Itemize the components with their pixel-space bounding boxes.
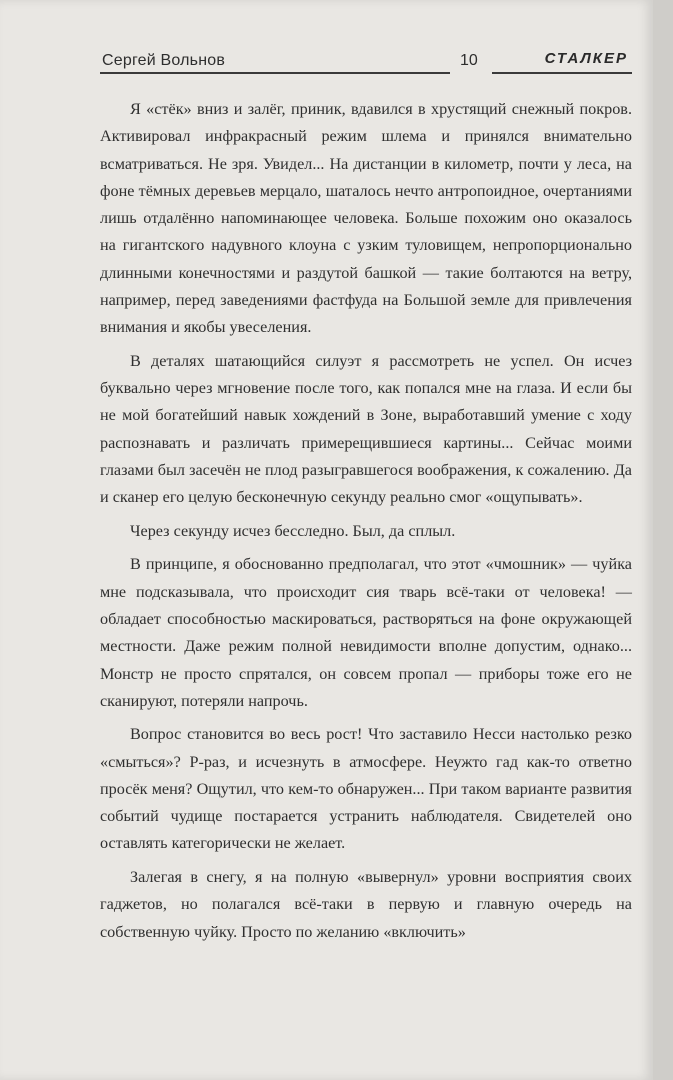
header-rule-right xyxy=(492,72,632,74)
paragraph: Через секунду исчез бесследно. Был, да сплыл. xyxy=(130,521,456,540)
running-header xyxy=(100,50,632,76)
paragraph: Вопрос становится во весь рост! Что заставило Несси настолько резко «смыться»? Р-раз, и исчезнуть в атмосфере. Неужто гад как-то ответно просёк меня? Ощутил, что кем-то обнаружен... При таком варианте развития событий чудище постарается устранить наблюдателя. Свидетелей оно оставлять категорически не желает. xyxy=(100,725,632,853)
page-number: 10 xyxy=(460,52,478,69)
header-rule-left xyxy=(100,72,450,74)
paragraph: В деталях шатающийся силуэт я рассмотреть не успел. Он исчез буквально через мгновение после того, как попался мне на глаза. И если бы не мой богатейший навык хождений в Зоне, выработавший умение с ходу распознавать и различать примерещившиеся картины... Сейчас моими глазами был засечён не плод разыгравшегося воображения, к сожалению. Да и сканер его целую бесконечную секунду реально смог «ощупывать». xyxy=(100,351,632,507)
paragraph: Я «стёк» вниз и залёг, приник, вдавился в хрустящий снежный покров. Активировал инфракрасный режим шлема и принялся внимательно всматриваться. Не зря. Увидел... На дистанции в километр, почти у леса, на фоне тёмных деревьев мерцало, шаталось нечто антропоидное, очертаниями лишь отдалённо напоминающее человека. Больше похожим оно оказалось на гигантского надувного клоуна с узким туловищем, непропорционально длинными конечностями и раздутой башкой — такие болтаются на ветру, например, перед заведениями фастфуда на Большой земле для привлечения внимания и якобы увеселения. xyxy=(100,100,632,337)
author-name: Сергей Вольнов xyxy=(102,52,226,69)
page-body xyxy=(100,96,632,946)
paragraph: В принципе, я обоснованно предполагал, что этот «чмошник» — чуйка мне подсказывала, что происходит сия тварь всё-таки от человека! — обладает способностью маскироваться, растворяться на фоне окружающей местности. Даже режим полной невидимости вполне допустим, однако... Монстр не просто спрятался, он совсем пропал — приборы тоже его не сканируют, потеряли напрочь. xyxy=(100,555,632,710)
paragraph: Залегая в снегу, я на полную «вывернул» уровни восприятия своих гаджетов, но полагался всё-таки в первую и главную очередь на собственную чуйку. Просто по желанию «включить» xyxy=(100,867,632,941)
series-title: СТАЛКЕР xyxy=(544,50,628,67)
